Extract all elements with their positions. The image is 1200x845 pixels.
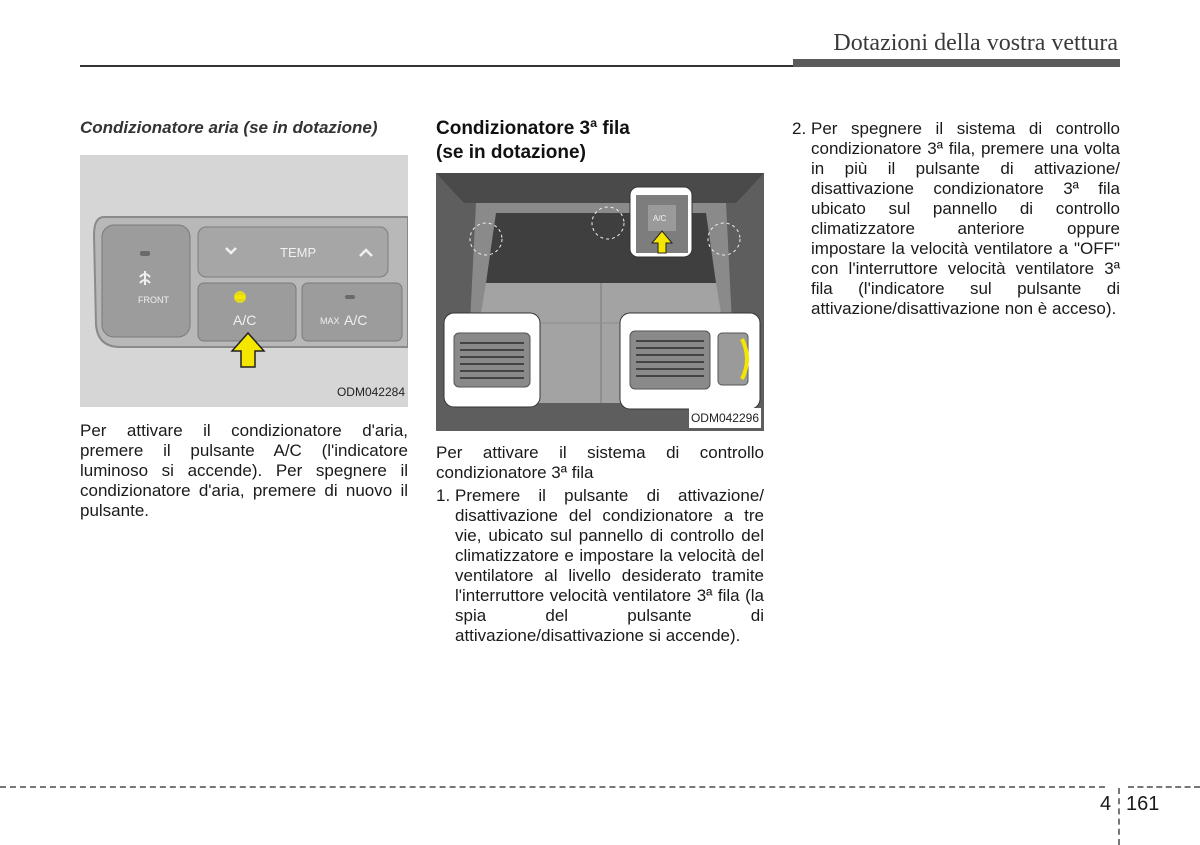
header-rule-accent (793, 59, 1120, 67)
list-number: 2. (792, 119, 807, 138)
max-label: MAX (320, 316, 340, 326)
footer-page-separator (1118, 788, 1120, 845)
header-rule (80, 65, 795, 67)
header-title: Dotazioni della vostra vettura (833, 30, 1118, 56)
figure-code: ODM042284 (336, 385, 405, 399)
cargo-area-illustration (436, 173, 764, 431)
column-right (792, 119, 1120, 319)
steps-list (436, 486, 764, 646)
list-text: Premere il pulsante di attivazione/ disattivazione del condizionatore a tre vie, ubicato sul pannello di controllo del climatizzatore e impostare la velocità del ventilatore al livello desiderato tramite l'interruttore velocità ventilatore 3ª fila (la spia del pulsante di attivazione/disattivazione si accende). (455, 486, 764, 645)
section-heading-line1: Condizionatore 3ª fila (436, 118, 630, 139)
section-heading-line2: (se in dotazione) (436, 142, 586, 163)
ac-panel-illustration (80, 155, 408, 407)
ac-label: A/C (233, 312, 257, 328)
figure-code: ODM042296 (689, 408, 761, 428)
section-heading: Condizionatore aria (se in dotazione) (80, 118, 378, 137)
page-number: 161 (1126, 793, 1160, 815)
column-left (80, 115, 408, 521)
front-label: FRONT (138, 295, 169, 305)
column-middle (436, 115, 764, 646)
intro-paragraph: Per attivare il sistema di controllo condizionatore 3ª fila (436, 443, 764, 482)
cargo-area-figure (436, 173, 764, 431)
footer-divider-right (1128, 786, 1200, 788)
body-paragraph: Per attivare il condizionatore d'aria, premere il pulsante A/C (l'indicatore luminoso si accende). Per spegnere il condizionatore d'aria, premere di nuovo il pulsante. (80, 421, 408, 520)
steps-list-continued (792, 119, 1120, 319)
list-text: Per spegnere il sistema di controllo condizionatore 3ª fila, premere una volta in più il pulsante di attivazione/ disattivazione condizionatore 3ª fila ubicato sul pannello di controllo climatizzatore anteriore oppure impostare la velocità ventilatore a "OFF" con l'interruttore velocità ventilatore 3ª fila (l'indicatore sul pulsante di attivazione/disattivazione non è acceso). (811, 119, 1120, 318)
temp-label: TEMP (280, 245, 317, 260)
list-item (792, 119, 1120, 319)
list-number: 1. (436, 486, 451, 505)
max-ac-label: A/C (344, 312, 368, 328)
chapter-number: 4 (1100, 793, 1112, 815)
ac-panel-figure (80, 155, 408, 407)
list-item (436, 486, 764, 646)
footer-divider (0, 786, 1105, 788)
inset-ac-label: A/C (653, 214, 667, 223)
